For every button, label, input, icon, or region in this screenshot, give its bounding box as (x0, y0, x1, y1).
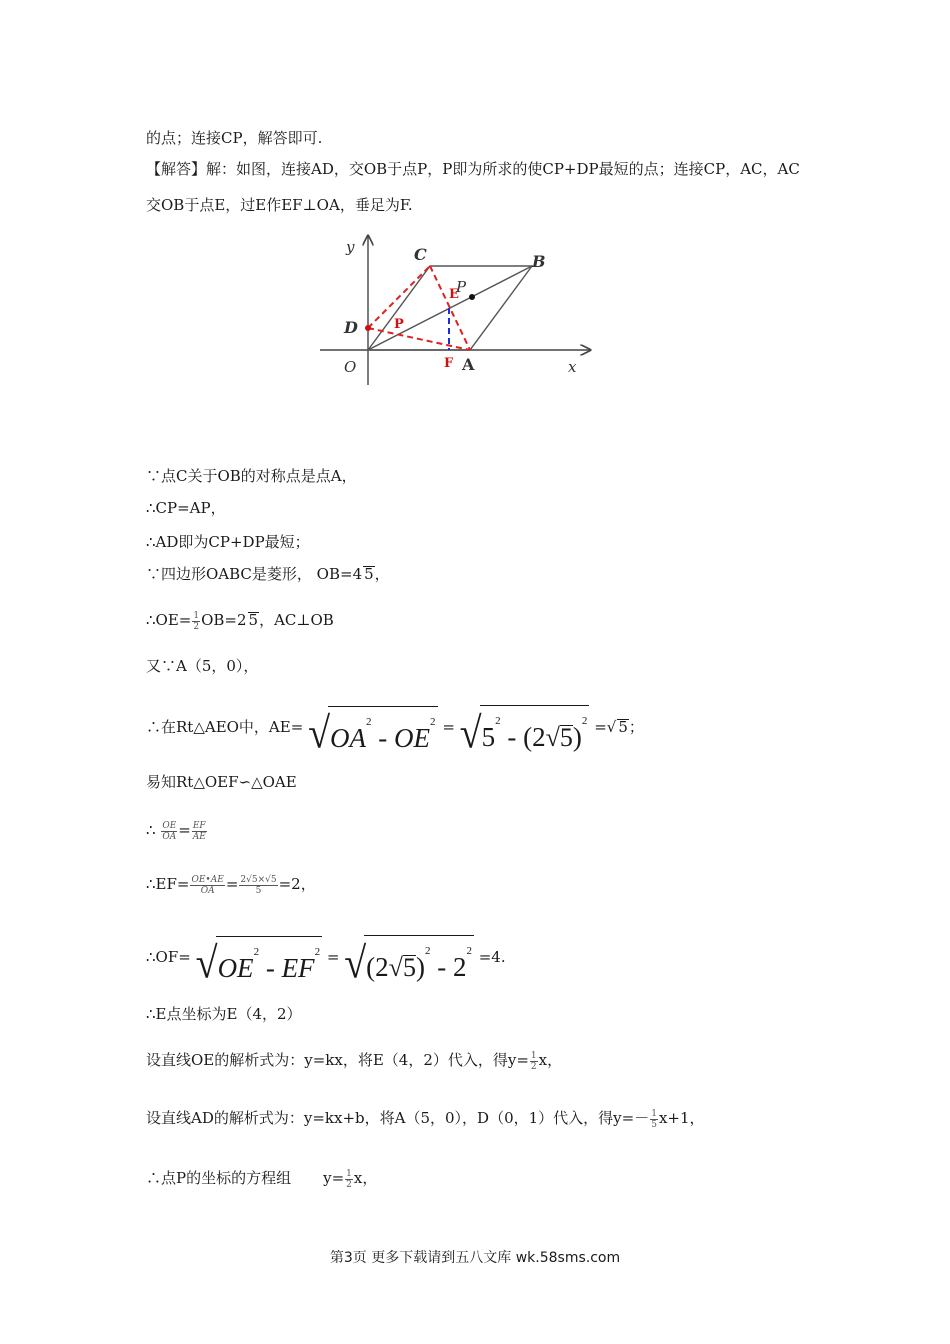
solution-paragraph: 【解答】解：如图，连接AD，交OB于点P，P即为所求的使CP+DP最短的点；连接CP，AC，AC交OB于点E，过E作EF⊥OA，垂足为F. (146, 160, 800, 214)
geometry-figure (318, 230, 608, 390)
line-oe: ∴OE= $\frac{1}{2}$ OB=2 5，AC⊥OB (146, 610, 334, 632)
line-system: ∴点P的坐标的方程组 y= $\frac{1}{2}$ x， (146, 1168, 378, 1190)
line-rhombus: ∵四边形OABC是菱形， OB=4 5， (146, 565, 390, 583)
line-ef: ∴EF= $\frac{OE•AE}{OA}$ = $\frac{2√5\times√5}{5}$ =2， (146, 874, 316, 896)
line-of: ∴OF= √ $OE^2 - EF^2$ = √ $(2√5)^2 - 2^2$ =4. (146, 930, 506, 983)
label-p-black: P (456, 278, 467, 296)
line-1: 的点；连接CP，解答即可. (146, 129, 323, 147)
label-d: D (344, 318, 358, 337)
label-e: E (449, 287, 459, 302)
line-ad-eq: 设直线AD的解析式为：y=kx+b，将A（5，0），D（0，1）代入，得y=－ $\frac{1}{5}$ x+1， (146, 1108, 705, 1130)
line-ad-shortest: ∴AD即为CP+DP最短； (146, 533, 310, 551)
line-ae: ∴在Rt△AEO中，AE= √ $OA^2 - OE^2$ = √ $5^2 - (2√5)^2$ =√ 5； (146, 700, 644, 753)
label-a: A (462, 355, 475, 374)
label-f: F (444, 356, 454, 371)
line-oe-eq: 设直线OE的解析式为：y=kx，将E（4，2）代入，得y= $\frac{1}{2}$ x， (146, 1050, 563, 1072)
line-point-a: 又∵A（5，0）， (146, 657, 259, 675)
line-cp-ap: ∴CP=AP， (146, 499, 226, 517)
label-b: B (532, 252, 546, 271)
point-p (469, 294, 475, 300)
page-footer: 第3页 更多下载请到五八文库 wk.58sms.com (329, 1250, 621, 1266)
label-p-red: P (394, 317, 404, 332)
label-c: C (414, 245, 427, 264)
label-o: O (344, 358, 357, 376)
line-similar: 易知Rt△OEF∽△OAE (146, 773, 297, 791)
label-x: x (568, 358, 577, 376)
label-y: y (346, 238, 355, 256)
line-symmetry: ∵点C关于OB的对称点是点A， (146, 467, 357, 485)
line-e-coord: ∴E点坐标为E（4，2） (146, 1005, 302, 1023)
segment-ad (368, 328, 470, 350)
point-d (365, 325, 371, 331)
line-ratio: ∴ $\frac{OE}{OA}$ = $\frac{EF}{AE}$ (146, 820, 206, 842)
